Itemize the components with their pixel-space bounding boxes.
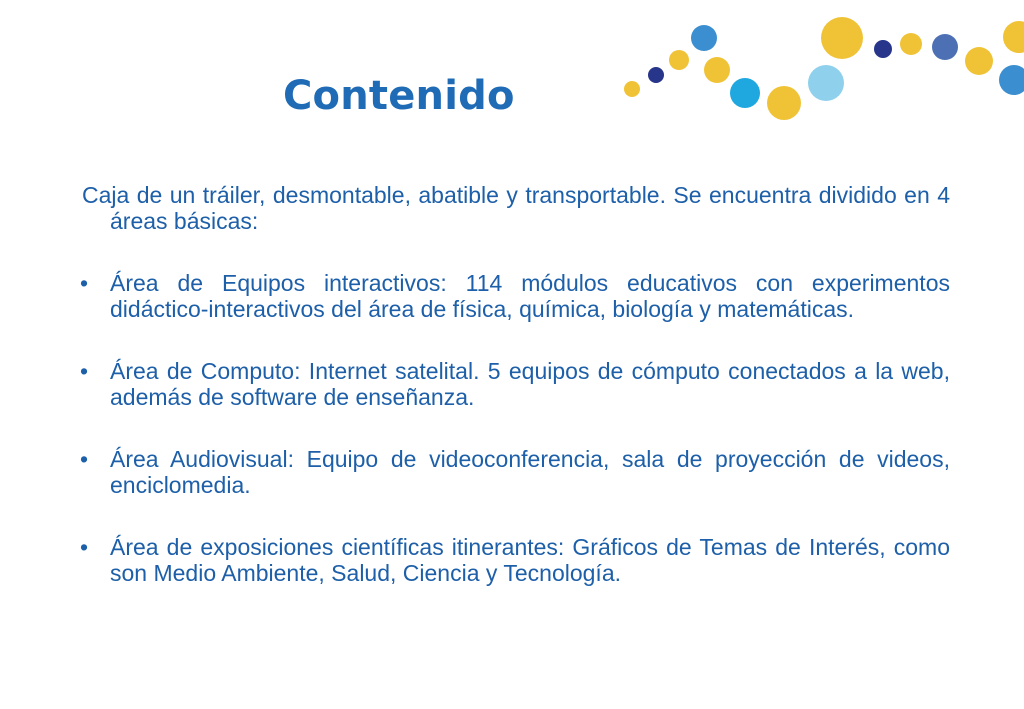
slide-title: Contenido bbox=[283, 73, 515, 119]
dot bbox=[900, 33, 922, 55]
dot bbox=[648, 67, 664, 83]
intro-paragraph: Caja de un tráiler, desmontable, abatible y transportable. Se encuentra dividido en 4 áreas básicas: bbox=[82, 182, 950, 234]
bullet-list bbox=[80, 270, 950, 586]
dot bbox=[1003, 21, 1024, 53]
list-item bbox=[80, 446, 950, 498]
bullet-icon: • bbox=[80, 358, 89, 384]
dot bbox=[730, 78, 760, 108]
bullet-icon: • bbox=[80, 534, 89, 560]
dot bbox=[808, 65, 844, 101]
bullet-text: Área de Equipos interactivos: 114 módulos educativos con experimentos didáctico-interactivos del área de física, química, biología y matemáticas. bbox=[110, 270, 950, 322]
dot bbox=[691, 25, 717, 51]
dot bbox=[965, 47, 993, 75]
dot bbox=[704, 57, 730, 83]
dot bbox=[999, 65, 1024, 95]
slide-body bbox=[80, 182, 950, 586]
bullet-icon: • bbox=[80, 270, 89, 296]
dot bbox=[767, 86, 801, 120]
list-item bbox=[80, 358, 950, 410]
list-item bbox=[80, 270, 950, 322]
dot bbox=[932, 34, 958, 60]
dot bbox=[821, 17, 863, 59]
dot bbox=[874, 40, 892, 58]
dot bbox=[669, 50, 689, 70]
bullet-text: Área Audiovisual: Equipo de videoconferencia, sala de proyección de videos, enciclomedia. bbox=[110, 446, 950, 498]
dot bbox=[624, 81, 640, 97]
bullet-icon: • bbox=[80, 446, 89, 472]
bullet-text: Área de exposiciones científicas itinerantes: Gráficos de Temas de Interés, como son Medio Ambiente, Salud, Ciencia y Tecnología. bbox=[110, 534, 950, 586]
list-item bbox=[80, 534, 950, 586]
bullet-text: Área de Computo: Internet satelital. 5 equipos de cómputo conectados a la web, además de software de enseñanza. bbox=[110, 358, 950, 410]
